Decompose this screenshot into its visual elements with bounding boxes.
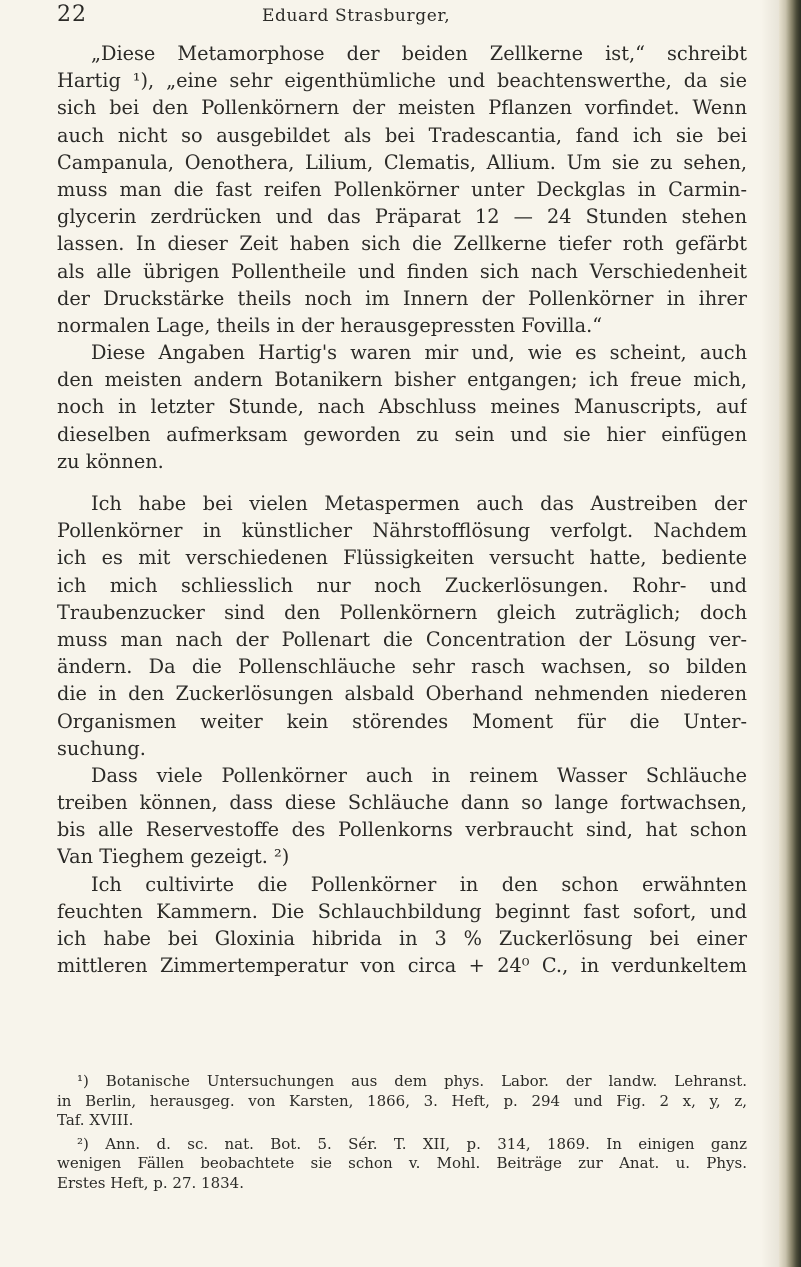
text-line: sich bei den Pollenkörnern der meisten Pflanzen vorfindet. Wenn bbox=[57, 96, 747, 120]
text-line: muss man die fast reifen Pollenkörner unter Deckglas in Carmin- bbox=[57, 177, 747, 201]
text-line: Diese Angaben Hartig's waren mir und, wie es scheint, auch bbox=[91, 341, 747, 365]
text-line: Organismen weiter kein störendes Moment für die Unter- bbox=[57, 709, 747, 733]
footnote-line: in Berlin, herausgeg. von Karsten, 1866, 3. Heft, p. 294 und Fig. 2 x, y, z, bbox=[57, 1091, 747, 1110]
book-binding-edge bbox=[779, 0, 801, 1267]
footnote-line: ²) Ann. d. sc. nat. Bot. 5. Sér. T. XII, p. 314, 1869. In einigen ganz bbox=[77, 1134, 747, 1153]
footnote-line: wenigen Fällen beobachtete sie schon v. Mohl. Beiträge zur Anat. u. Phys. bbox=[57, 1154, 747, 1173]
text-line: muss man nach der Pollenart die Concentration der Lösung ver- bbox=[57, 627, 747, 651]
text-line: Ich habe bei vielen Metaspermen auch das Austreiben der bbox=[91, 492, 747, 515]
text-line: normalen Lage, theils in der herausgepressten Fovilla.“ bbox=[57, 313, 603, 337]
text-line: dieselben aufmerksam geworden zu sein und sie hier einfügen bbox=[57, 422, 747, 446]
text-line: „Diese Metamorphose der beiden Zellkerne ist,“ schreibt bbox=[91, 42, 747, 65]
text-line: den meisten andern Botanikern bisher entgangen; ich freue mich, bbox=[57, 368, 747, 392]
text-line: auch nicht so ausgebildet als bei Tradescantia, fand ich sie bei bbox=[57, 123, 747, 147]
text-line: ändern. Da die Pollenschläuche sehr rasch wachsen, so bilden bbox=[57, 655, 747, 679]
text-line: Van Tieghem gezeigt. ²) bbox=[57, 845, 290, 869]
text-line: Hartig ¹), „eine sehr eigenthümliche und beachtenswerthe, da sie bbox=[57, 69, 747, 93]
footnote-line: ¹) Botanische Untersuchungen aus dem phys. Labor. der landw. Lehranst. bbox=[77, 1072, 747, 1090]
page-header bbox=[57, 2, 747, 36]
text-line: treiben können, dass diese Schläuche dann so lange fortwachsen, bbox=[57, 791, 747, 815]
text-line: lassen. In dieser Zeit haben sich die Zellkerne tiefer roth gefärbt bbox=[57, 232, 747, 256]
text-line: ich mich schliesslich nur noch Zuckerlösungen. Rohr- und bbox=[57, 573, 747, 597]
running-head: Eduard Strasburger, bbox=[262, 6, 451, 26]
text-line: bis alle Reservestoffe des Pollenkorns verbraucht sind, hat schon bbox=[57, 818, 747, 842]
text-line: suchung. bbox=[57, 736, 146, 760]
text-line: die in den Zuckerlösungen alsbald Oberhand nehmenden niederen bbox=[57, 682, 747, 706]
paragraph-gap bbox=[57, 475, 747, 490]
text-line: ich habe bei Gloxinia hibrida in 3 % Zuckerlösung bei einer bbox=[57, 927, 747, 950]
text-line: als alle übrigen Pollentheile und finden sich nach Verschiedenheit bbox=[57, 259, 747, 283]
text-line: Dass viele Pollenkörner auch in reinem Wasser Schläuche bbox=[91, 763, 747, 787]
text-line: Campanula, Oenothera, Lilium, Clematis, Allium. Um sie zu sehen, bbox=[57, 150, 747, 174]
text-line: Pollenkörner in künstlicher Nährstofflösung verfolgt. Nachdem bbox=[57, 519, 747, 543]
page-gutter-shadow bbox=[761, 0, 779, 1267]
text-line: glycerin zerdrücken und das Präparat 12 — 24 Stunden stehen bbox=[57, 205, 747, 229]
text-line: Traubenzucker sind den Pollenkörnern gleich zuträglich; doch bbox=[57, 600, 747, 624]
footnote-line: Erstes Heft, p. 27. 1834. bbox=[57, 1173, 244, 1192]
text-line: zu können. bbox=[57, 449, 164, 473]
text-line: feuchten Kammern. Die Schlauchbildung beginnt fast sofort, und bbox=[57, 899, 747, 923]
page-number: 22 bbox=[57, 2, 87, 27]
text-line: ich es mit verschiedenen Flüssigkeiten versucht hatte, bediente bbox=[57, 546, 747, 570]
footnotes bbox=[57, 1072, 747, 1194]
text-line: noch in letzter Stunde, nach Abschluss meines Manuscripts, auf bbox=[57, 395, 747, 419]
text-line: mittleren Zimmertemperatur von circa + 24⁰ C., in verdunkeltem bbox=[57, 954, 747, 978]
text-line: der Druckstärke theils noch im Innern der Pollenkörner in ihrer bbox=[57, 286, 747, 310]
text-line: Ich cultivirte die Pollenkörner in den schon erwähnten bbox=[91, 872, 747, 896]
footnote-line: Taf. XVIII. bbox=[57, 1111, 134, 1130]
body-text bbox=[57, 40, 747, 979]
